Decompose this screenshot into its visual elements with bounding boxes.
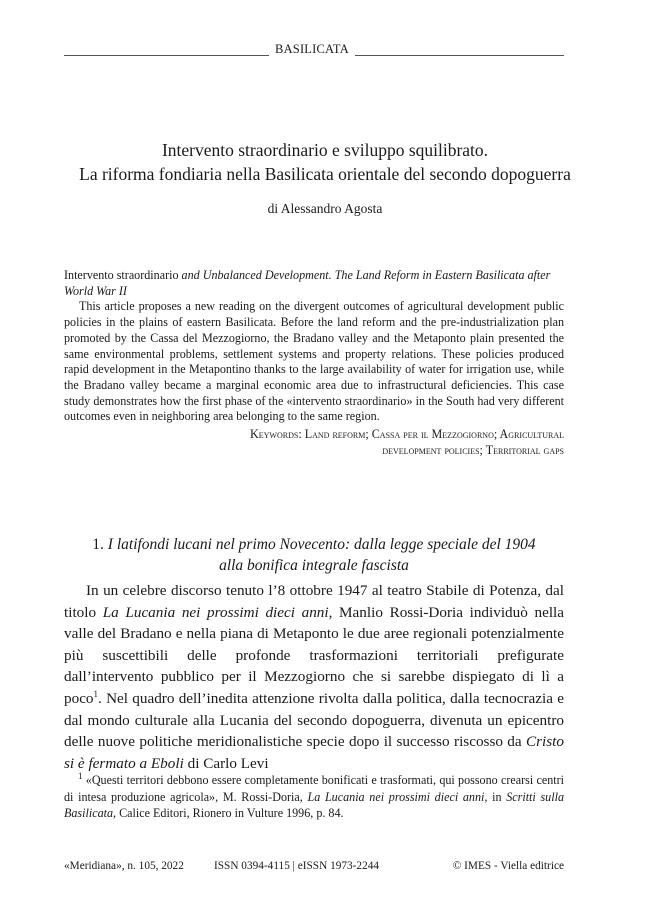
section-title-line-2: alla bonifica integrale fascista	[219, 557, 409, 574]
keywords-line-2: development policies; Territorial gaps	[382, 442, 564, 457]
article-title	[40, 138, 610, 186]
article-title-line-2: La riforma fondiaria nella Basilicata orientale del secondo dopoguerra	[79, 164, 571, 184]
main-text	[64, 580, 564, 774]
running-head	[64, 42, 564, 62]
keywords-line-1: Keywords: Land reform; Cassa per il Mezzogiorno; Agricultural	[250, 427, 564, 442]
footer-publisher: © IMES - Viella editrice	[452, 860, 564, 872]
footnote-ref[interactable]: 1	[93, 688, 99, 699]
footer-issn: ISSN 0394-4115 | eISSN 1973-2244	[214, 860, 380, 872]
footnote-text: , in	[484, 789, 507, 804]
abstract-body: This article proposes a new reading on the divergent outcomes of agricultural development public policies in the plains of eastern Basilicata. Before the land reform and the pre-industrialization plan promoted by the Cassa del Mezzogiorno, the Bradano valley and the Metaponto plain presented the same environmental problems, settlement systems and property relations. These policies produced rapid development in the Metapontino thanks to the large availability of water for irrigation use, while the Bradano valley became a marginal economic area due to infrastructural deficiencies. This case study demonstrates how the first phase of the «intervento straordinario» in the South had very different outcomes even in neighboring area belonging to the same region.	[64, 299, 564, 424]
keywords	[64, 427, 564, 458]
section-title-line-1: I latifondi lucani nel primo Novecento: dalla legge speciale del 1904	[107, 536, 536, 553]
footnote-number: 1	[78, 770, 83, 781]
text-run: Manlio Rossi-Doria individuò nella valle del Bradano e nella piana di Metaponto le due aree regionali potenzialmente più suscettibili delle profonde trasformazioni territoriali prefigurate dall’intervento pubblico per il Mezzogiorno che si sarebbe dispiegato di lì a poco	[64, 603, 564, 707]
footnote-text: «Questi territori debbono essere completamente bonificati e trasformati, qui possono crearsi centri di intesa produzione agricola», M. Rossi-Doria,	[64, 773, 564, 804]
text-run: di Carlo Levi	[183, 754, 269, 772]
running-head-rule-right	[355, 55, 564, 56]
running-head-label: BASILICATA	[275, 42, 349, 56]
section-heading	[64, 534, 564, 576]
section-number: 1.	[92, 536, 104, 553]
footnote	[64, 772, 564, 822]
running-head-rule-left	[64, 55, 269, 56]
text-run: In un celebre discorso tenuto l’8 ottobre 1947 al teatro Stabile di Potenza, dal titolo	[64, 582, 564, 621]
abstract-title-italic: and Unbalanced Development. The Land Reform in Eastern Basilicata after World War II	[64, 268, 551, 298]
footnote-text-italic: Scritti sulla Basilicata	[64, 789, 564, 820]
author-byline: di Alessandro Agosta	[267, 201, 383, 216]
abstract	[64, 268, 564, 458]
text-run: . Nel quadro dell’inedita attenzione rivolta dalla politica, dalla tecnocrazia e dal mondo culturale alla Lucania del secondo dopoguerra, divenuta un epicentro delle nuove politiche meridionalistiche specie dopo il successo riscosso da	[64, 689, 564, 751]
footer-journal: «Meridiana», n. 105, 2022	[64, 860, 184, 872]
paragraph	[64, 580, 564, 774]
abstract-title-plain: Intervento straordinario	[64, 268, 179, 282]
footnote-text-italic: La Lucania nei prossimi dieci anni	[307, 789, 485, 804]
article-title-line-1: Intervento straordinario e sviluppo squilibrato.	[161, 140, 489, 160]
footnote-text: , Calice Editori, Rionero in Vulture 1996, p. 84.	[113, 806, 344, 820]
text-run-italic: La Lucania nei prossimi dieci anni,	[102, 603, 333, 621]
abstract-english-title	[64, 268, 564, 299]
text-run-italic: Cristo si è fermato a Eboli	[64, 733, 564, 772]
